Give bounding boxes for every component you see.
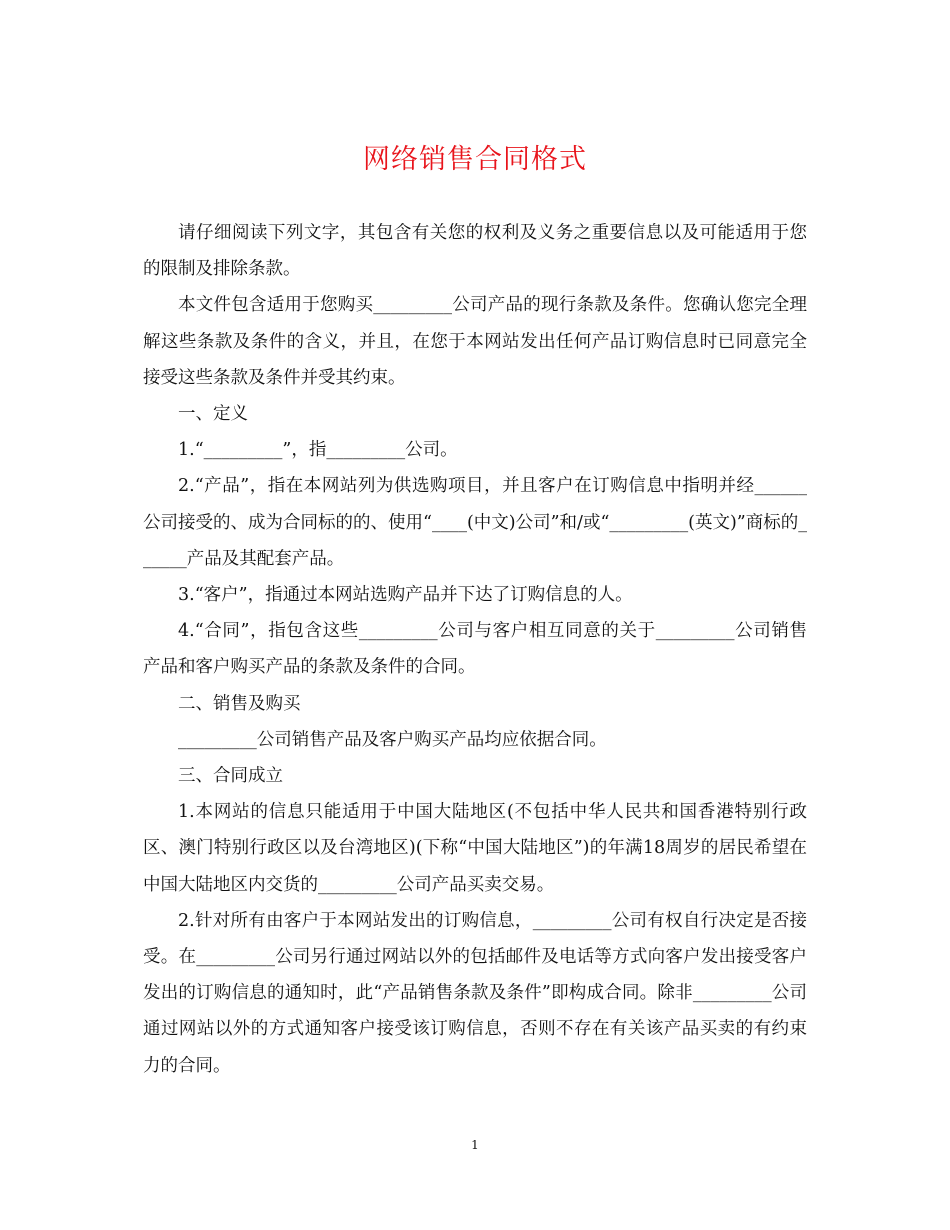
document-body (143, 215, 807, 1084)
formation-item-1: 1.本网站的信息只能适用于中国大陆地区(不包括中华人民共和国香港特别行政区、澳门特别行政区以及台湾地区)(下称“中国大陆地区”)的年满18周岁的居民希望在中国大陆地区内交货的_________公司产品买卖交易。 (143, 802, 807, 895)
formation-item-2: 2.针对所有由客户于本网站发出的订购信息，_________公司有权自行决定是否接受。在_________公司另行通过网站以外的包括邮件及电话等方式向客户发出接受客户发出的订购信息的通知时，此“产品销售条款及条件”即构成合同。除非_________公司通过网站以外的方式通知客户接受该订购信息，否则不存在有关该产品买卖的有约束力的合同。 (143, 910, 807, 1076)
definition-item-4: 4.“合同”，指包含这些_________公司与客户相互同意的关于_________公司销售产品和客户购买产品的条款及条件的合同。 (143, 621, 807, 678)
definition-item-1: 1.“_________”，指_________公司。 (178, 440, 458, 461)
paragraph-scope: 本文件包含适用于您购买_________公司产品的现行条款及条件。您确认您完全理解这些条款及条件的含义，并且，在您于本网站发出任何产品订购信息时已同意完全接受这些条款及条件并受其约束。 (143, 295, 807, 388)
section-heading-sales: 二、销售及购买 (178, 693, 301, 714)
definition-item-3: 3.“客户”，指通过本网站选购产品并下达了订购信息的人。 (178, 585, 633, 606)
section-heading-formation: 三、合同成立 (178, 766, 283, 787)
page-number: 1 (471, 1138, 479, 1152)
section-heading-definitions: 一、定义 (178, 404, 248, 425)
sales-paragraph: _________公司销售产品及客户购买产品均应依据合同。 (178, 729, 607, 750)
paragraph-notice: 请仔细阅读下列文字，其包含有关您的权利及义务之重要信息以及可能适用于您的限制及排除条款。 (143, 223, 807, 280)
document-title: 网络销售合同格式 (363, 144, 587, 175)
definition-item-2: 2.“产品”，指在本网站列为供选购项目，并且客户在订购信息中指明并经______公司接受的、成为合同标的的、使用“____(中文)公司”和/或“_________(英文)”商标的______产品及其配套产品。 (143, 476, 807, 569)
